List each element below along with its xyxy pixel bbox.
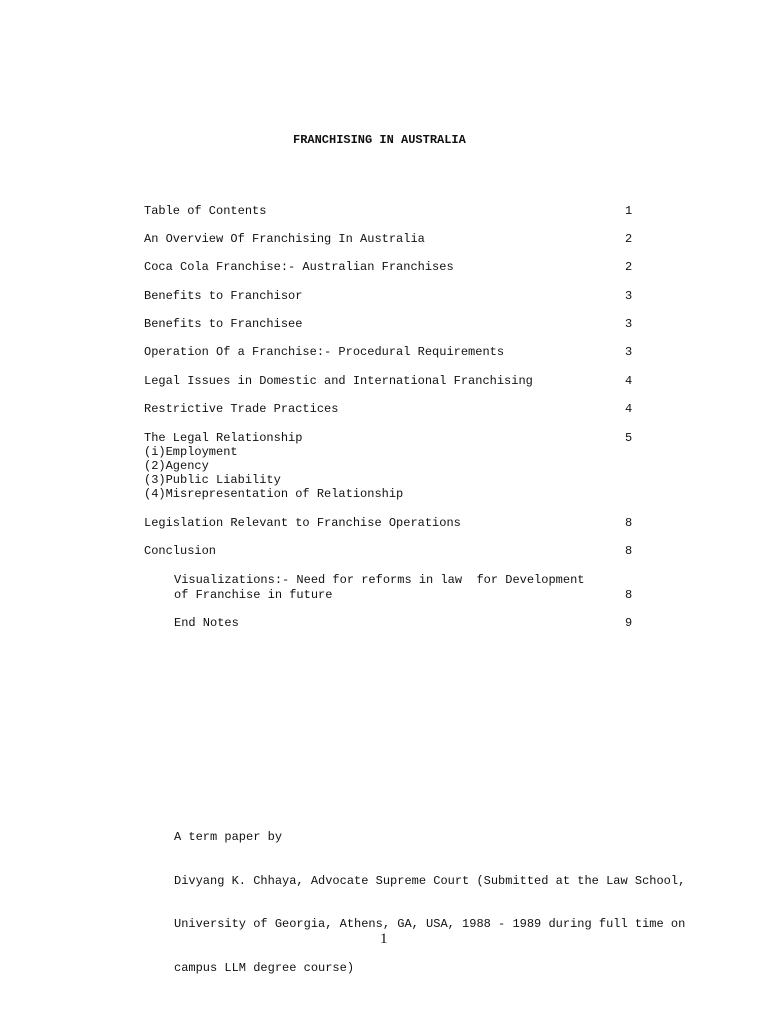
toc-entry-title: End Notes (174, 616, 239, 630)
toc-entry-page: 4 (625, 374, 633, 388)
toc-entry-page: 2 (625, 232, 633, 246)
toc-entry-page: 8 (625, 516, 633, 530)
toc-entry-page: 3 (625, 289, 633, 303)
toc-entry-page: 3 (625, 317, 633, 331)
toc-entry-title: The Legal Relationship (144, 431, 303, 445)
toc-entry-page: 5 (625, 431, 633, 445)
toc-subitem: (2)Agency (144, 459, 209, 473)
toc-entry-title: Visualizations:- Need for reforms in law for Development (174, 573, 585, 587)
toc-entry-title: Coca Cola Franchise:- Australian Franchises (144, 260, 454, 274)
toc-entry-page: 8 (625, 588, 633, 602)
author-note-line: Divyang K. Chhaya, Advocate Supreme Court (Submitted at the Law School, (174, 873, 686, 888)
toc-subitem: (3)Public Liability (144, 473, 281, 487)
toc-entry-title: Benefits to Franchisee (144, 317, 303, 331)
toc-entry-title: Legal Issues in Domestic and International Franchising (144, 374, 533, 388)
author-note-line: campus LLM degree course) (174, 960, 355, 975)
author-note-line: A term paper by (174, 830, 283, 844)
author-note (174, 801, 685, 1004)
author-note-line: University of Georgia, Athens, GA, USA, 1988 - 1989 during full time on (174, 917, 686, 931)
toc-entry-page: 1 (625, 204, 633, 218)
toc-subitem: (i)Employment (144, 445, 238, 459)
toc-subitem: (4)Misrepresentation of Relationship (144, 487, 404, 501)
toc-entry-page: 8 (625, 544, 633, 558)
toc-entry-page: 4 (625, 402, 633, 416)
document-title: FRANCHISING IN AUSTRALIA (293, 133, 466, 147)
page-number: 1 (380, 931, 388, 947)
toc-entry-title: Benefits to Franchisor (144, 289, 303, 303)
toc-entry-page: 2 (625, 260, 633, 274)
toc-entry-title: Table of Contents (144, 204, 267, 218)
toc-entry-page: 9 (625, 616, 633, 630)
toc-entry-title: Operation Of a Franchise:- Procedural Requirements (144, 345, 505, 359)
toc-entry-title: Legislation Relevant to Franchise Operations (144, 516, 461, 530)
toc-entry-title: An Overview Of Franchising In Australia (144, 232, 425, 246)
toc-entry-title: Conclusion (144, 544, 217, 558)
toc-entry-title-continued: of Franchise in future (174, 588, 333, 602)
toc-entry-title: Restrictive Trade Practices (144, 402, 339, 416)
toc-entry-page: 3 (625, 345, 633, 359)
